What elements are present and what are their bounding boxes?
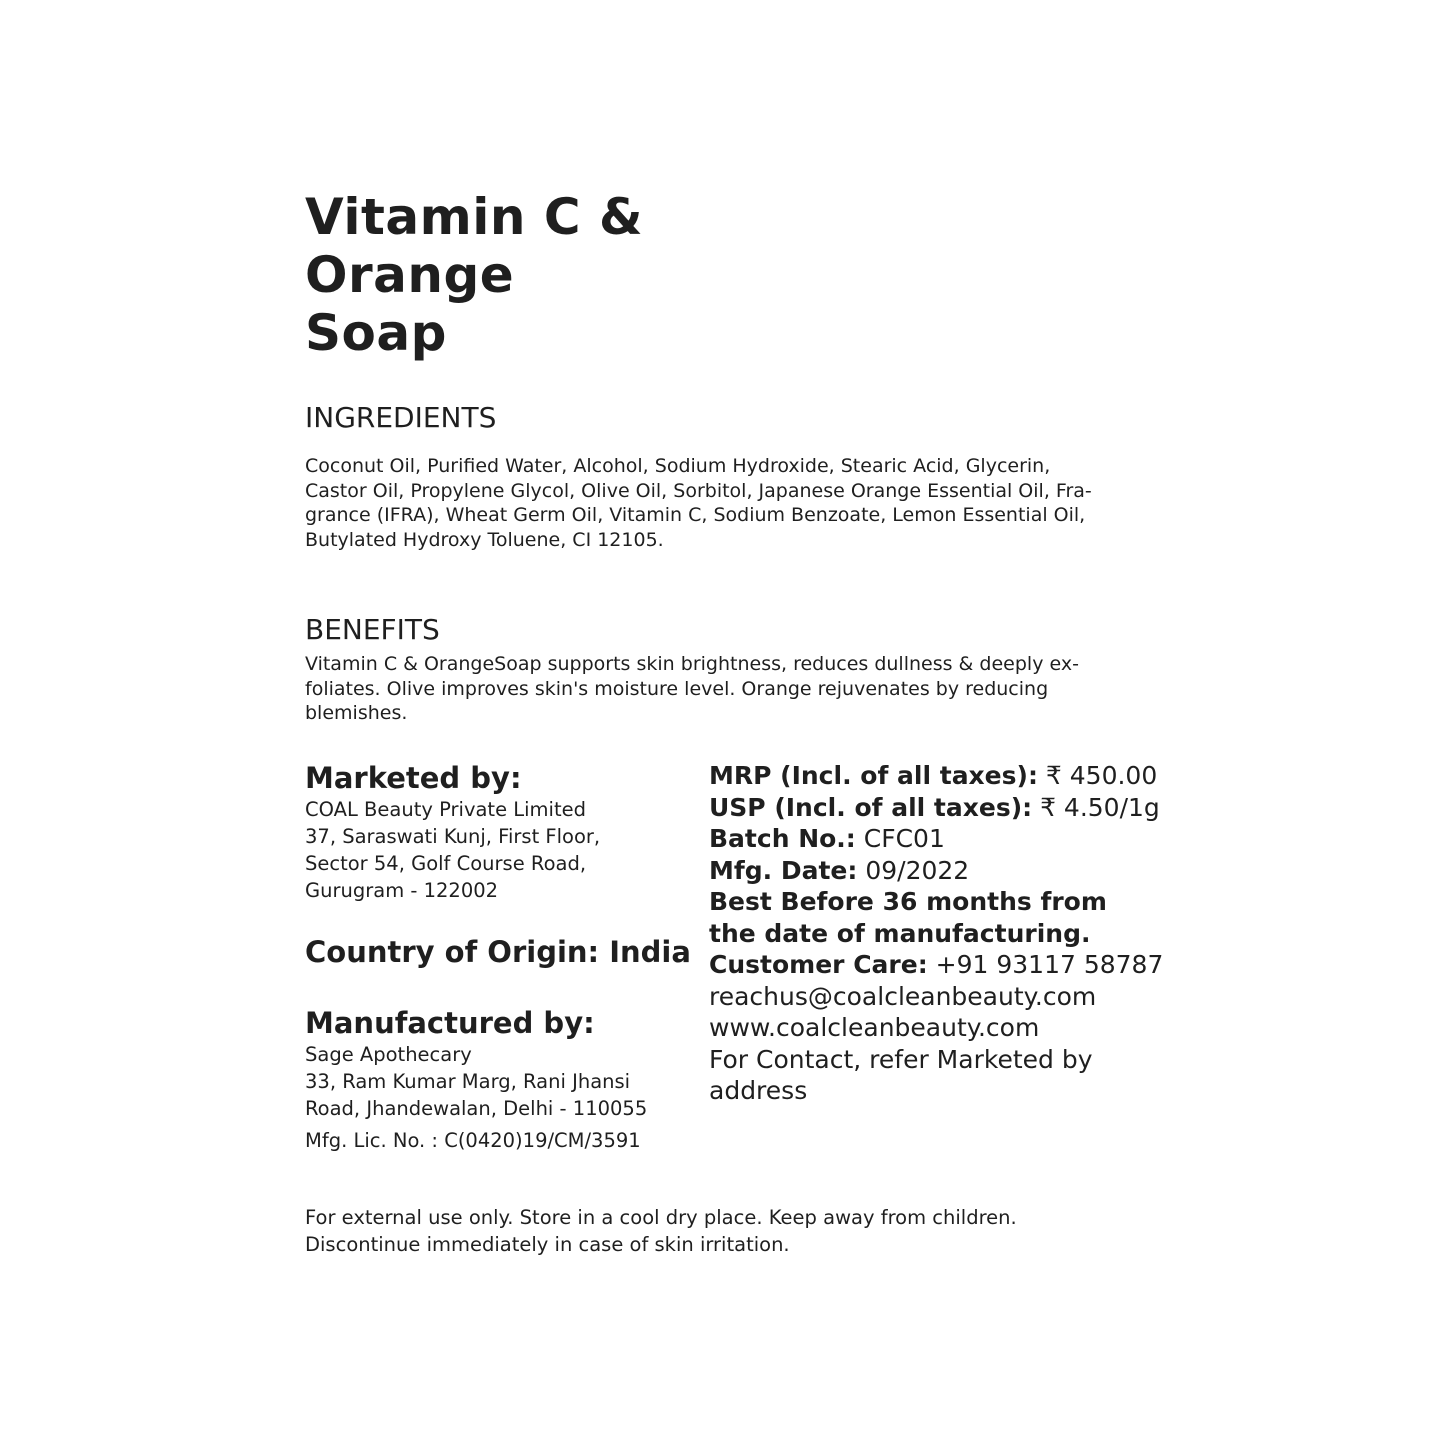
contact-note-line-2: address <box>709 1076 808 1105</box>
mfg-date-value: 09/2022 <box>857 855 970 885</box>
benefits-line: blemishes. <box>305 702 408 724</box>
mrp-value: ₹ 450.00 <box>1037 761 1158 790</box>
contact-note-line-1: For Contact, refer Marketed by <box>709 1044 1093 1074</box>
manufactured-by-heading: Manufactured by: <box>305 1006 595 1040</box>
ingredients-text <box>305 454 1120 552</box>
benefits-heading: BENEFITS <box>305 613 440 646</box>
batch-label: Batch No.: <box>709 824 856 853</box>
customer-care-value: +91 93117 58787 <box>927 950 1164 979</box>
best-before-line-2: the date of manufacturing. <box>709 918 1091 948</box>
usp-row <box>709 792 1163 824</box>
product-title-line-2: Soap <box>305 304 447 362</box>
ingredients-line: grance (IFRA), Wheat Germ Oil, Vitamin C, Sodium Benzoate, Lemon Essential Oil, <box>305 504 1086 526</box>
mfg-date-row <box>709 855 1163 887</box>
product-title <box>305 188 865 362</box>
ingredients-line: Coconut Oil, Purified Water, Alcohol, Sodium Hydroxide, Stearic Acid, Glycerin, <box>305 455 1051 477</box>
contact-email: reachus@coalcleanbeauty.com <box>709 981 1097 1011</box>
mfg-date-label: Mfg. Date: <box>709 855 858 885</box>
mrp-label: MRP (Incl. of all taxes): <box>709 761 1038 790</box>
benefits-line: foliates. Olive improves skin's moisture level. Orange rejuvenates by reducing <box>305 677 1049 700</box>
benefits-text <box>305 652 1120 726</box>
batch-row <box>709 823 1163 855</box>
address-line: 33, Ram Kumar Marg, Rani Jhansi <box>305 1070 631 1093</box>
footer-warning <box>305 1204 1017 1258</box>
product-info <box>709 760 1163 1107</box>
ingredients-line: Castor Oil, Propylene Glycol, Olive Oil, Sorbitol, Japanese Orange Essential Oil, Fra- <box>305 479 1092 502</box>
product-title-line-1: Vitamin C & Orange <box>305 188 644 304</box>
usp-label: USP (Incl. of all taxes): <box>709 792 1033 822</box>
usp-value: ₹ 4.50/1g <box>1032 792 1160 822</box>
benefits-line: Vitamin C & OrangeSoap supports skin brightness, reduces dullness & deeply ex- <box>305 653 1079 675</box>
website: www.coalcleanbeauty.com <box>709 1013 1040 1042</box>
address-line: 37, Saraswati Kunj, First Floor, <box>305 825 601 848</box>
marketed-by-heading: Marketed by: <box>305 761 522 795</box>
ingredients-line: Butylated Hydroxy Toluene, CI 12105. <box>305 528 664 551</box>
address-line: Sage Apothecary <box>305 1043 472 1066</box>
mrp-row <box>709 760 1163 792</box>
address-line: Road, Jhandewalan, Delhi - 110055 <box>305 1097 648 1120</box>
batch-value: CFC01 <box>855 824 945 853</box>
manufactured-by-address <box>305 1041 647 1154</box>
address-line: Sector 54, Golf Course Road, <box>305 852 587 875</box>
customer-care-label: Customer Care: <box>709 950 928 979</box>
country-of-origin: Country of Origin: India <box>305 935 691 969</box>
footer-line-2: Discontinue immediately in case of skin irritation. <box>305 1233 790 1256</box>
best-before-line-1: Best Before 36 months from <box>709 887 1107 916</box>
customer-care-row <box>709 949 1163 981</box>
address-line: Gurugram - 122002 <box>305 879 499 902</box>
mfg-license: Mfg. Lic. No. : C(0420)19/CM/3591 <box>305 1129 641 1152</box>
marketed-by-address <box>305 796 600 904</box>
footer-line-1: For external use only. Store in a cool dry place. Keep away from children. <box>305 1206 1017 1229</box>
ingredients-heading: INGREDIENTS <box>305 401 497 434</box>
address-line: COAL Beauty Private Limited <box>305 798 586 821</box>
